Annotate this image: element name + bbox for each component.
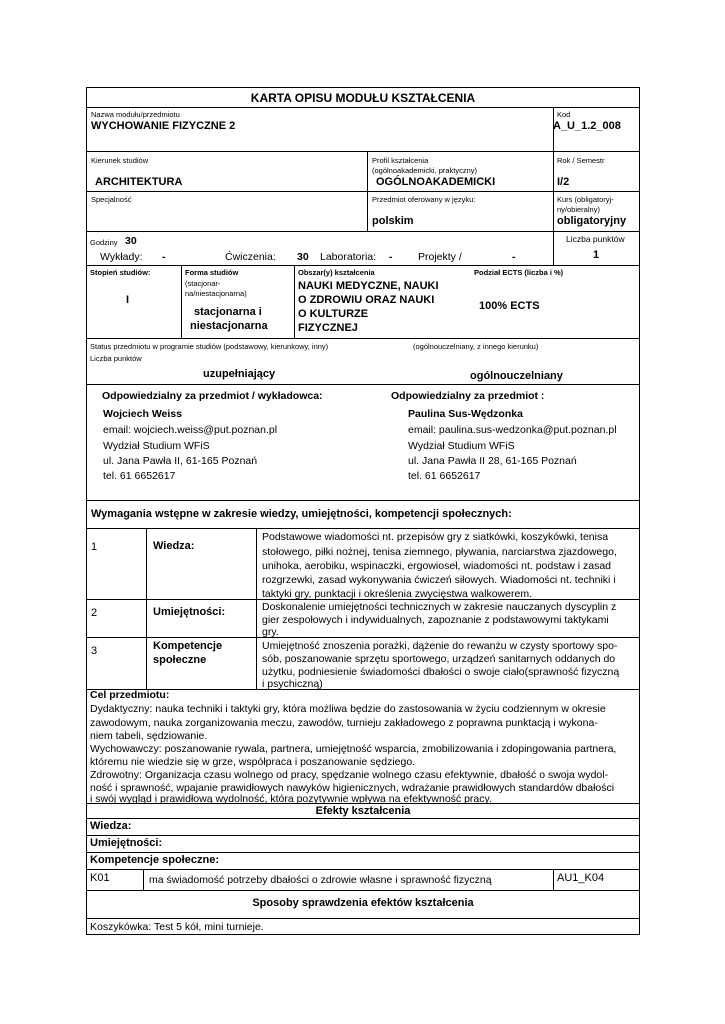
module-name-label: Nazwa modułu/przedmiotu	[91, 110, 180, 119]
requirement-text-line: sób, poszanowanie sprzętu sportowego, urządzeń sanitarnych oddanych do	[262, 653, 616, 665]
divider	[146, 528, 147, 689]
points-label: Liczba punktów	[566, 234, 625, 244]
requirement-label: Kompetencje	[153, 640, 223, 652]
lab-label: Laboratoria:	[320, 251, 377, 263]
divider	[86, 528, 640, 529]
status-value: uzupełniający	[203, 368, 276, 380]
requirement-text-line: taktyki gry, punktacji i określenia zwycięstwa walkowerem.	[262, 588, 532, 600]
goal-line: niem tabeli, sędziowanie.	[90, 730, 208, 742]
lecturer-name: Wojciech Weiss	[103, 408, 182, 420]
effects-skills: Umiejętności:	[90, 837, 163, 849]
divider	[553, 231, 554, 265]
divider	[86, 835, 640, 836]
card-title: KARTA OPISU MODUŁU KSZTAŁCENIA	[250, 91, 476, 105]
requirement-text-line: użytku, podniesienie świadomości dbałości o swoje ciało(sprawność fizyczną	[262, 666, 620, 678]
requirement-label: Umiejętności:	[153, 606, 226, 618]
lab-value: -	[389, 251, 393, 263]
status-value-right: ogólnouczelniany	[470, 370, 563, 382]
exercises-label: Ćwiczenia:	[225, 251, 276, 263]
verification-text: Koszykówka: Test 5 kół, mini turnieje.	[90, 921, 264, 933]
goal-line: zawodowym, nauka zorganizowania meczu, zawodów, turnieju zakładowego z poprawna punktacją i wykona-	[90, 717, 598, 729]
requirements-header: Wymagania wstępne w zakresie wiedzy, umiejętności, kompetencji społecznych:	[91, 508, 512, 520]
requirement-text-line: Podstawowe wiadomości nt. przepisów gry z siatkówki, koszykówki, tenisa	[262, 531, 609, 543]
lecturer-email[interactable]: email: wojciech.weiss@put.poznan.pl	[103, 424, 278, 436]
module-name: WYCHOWANIE FIZYCZNE 2	[91, 120, 236, 132]
coordinator-address: ul. Jana Pawła II 28, 61-165 Poznań	[408, 455, 577, 467]
requirement-text-line: gry.	[262, 626, 279, 638]
divider	[86, 265, 640, 266]
hours-label: Godziny	[90, 238, 118, 247]
goal-line: Wychowawczy: poszanowanie rywala, partnera, umiejętność wsparcia, zmobilizowania i zdopingowania partnera,	[90, 743, 617, 755]
level-value: I	[126, 294, 130, 306]
profile-note: (ogólnoakademicki, praktyczny)	[372, 166, 478, 175]
profile-label: Profil kształcenia	[372, 156, 429, 165]
requirement-text-line: gier zespołowych i indywidualnych, zapoznanie z podstawowymi taktykami	[262, 614, 609, 626]
divider	[86, 852, 640, 853]
course-value: obligatoryjny	[557, 215, 627, 227]
lecturer-department: Wydział Studium WFiS	[103, 440, 210, 452]
form-note-2: na/niestacjonarna)	[185, 289, 247, 298]
specialty-label: Specjalność	[91, 195, 132, 204]
divider	[86, 890, 640, 891]
divider	[86, 869, 640, 870]
lecturer-header: Odpowiedzialny za przedmiot / wykładowca:	[102, 390, 323, 402]
requirement-text-line: rozgrzewki, zasad wykonywania ćwiczeń siłowych. Wiadomości nt. techniki i	[262, 574, 616, 586]
status-label-right: (ogólnouczelniany, z innego kierunku)	[413, 342, 539, 351]
divider	[86, 500, 640, 501]
goal-line: Dydaktyczny: nauka techniki i taktyki gry, która możliwa będzie do zastosowania w życiu codziennym w okresie	[90, 703, 606, 715]
goal-line: któremu nie wiedzie się w grze, współpraca i poszanowanie sędziego.	[90, 756, 416, 768]
requirement-label: Wiedza:	[153, 540, 195, 552]
requirement-text-line: unihoka, aerobiku, wspinaczki, ergowioseł, wiadomości nt. podstaw i zasad	[262, 560, 612, 572]
year-label: Rok / Semestr	[557, 156, 605, 165]
projects-value: -	[512, 251, 516, 263]
profile-value: OGÓLNOAKADEMICKI	[376, 176, 496, 188]
divider	[553, 869, 554, 890]
area-line: NAUKI MEDYCZNE, NAUKI	[298, 280, 439, 292]
module-code-label: Kod	[557, 110, 571, 119]
course-label: Kurs (obligatoryj-	[557, 195, 614, 204]
lectures-label: Wykłady:	[100, 251, 143, 263]
field-label: Kierunek studiów	[91, 156, 149, 165]
divider	[86, 191, 640, 192]
divider	[86, 107, 640, 108]
module-code: A_U_1.2_008	[553, 120, 621, 132]
coordinator-email[interactable]: email: paulina.sus-wedzonka@put.poznan.pl	[408, 424, 617, 436]
effect-code: K01	[90, 872, 110, 884]
form-value: stacjonarna i	[194, 306, 262, 318]
divider	[294, 265, 295, 338]
coordinator-name: Paulina Sus-Wędzonka	[408, 408, 523, 420]
lectures-value: -	[162, 251, 166, 263]
status-points-label: Liczba punktów	[90, 354, 142, 363]
requirement-text-line: i psychiczną)	[262, 678, 323, 690]
effects-knowledge: Wiedza:	[90, 820, 132, 832]
requirement-text-line: Umiejętność znoszenia porażki, dążenie do rewanżu w czysty sportowy spo-	[262, 640, 618, 652]
divider	[86, 803, 640, 804]
area-line: FIZYCZNEJ	[298, 322, 358, 334]
goal-line: ność i sprawność, wpajanie prawidłowych nawyków higienicznych, wdrażanie prawidłowych standardów dbałości	[90, 782, 615, 794]
status-label: Status przedmiotu w programie studiów (podstawowy, kierunkowy, inny)	[90, 342, 329, 351]
coordinator-phone: tel. 61 6652617	[408, 470, 481, 482]
ects-label: Podział ECTS (liczba i %)	[474, 268, 564, 277]
lecturer-phone: tel. 61 6652617	[103, 470, 176, 482]
divider	[86, 384, 640, 385]
form-label: Forma studiów	[185, 268, 239, 277]
course-label-2: ny/obieralny)	[557, 205, 600, 214]
requirement-label: społeczne	[153, 654, 207, 666]
divider	[86, 151, 640, 152]
verification-header: Sposoby sprawdzenia efektów kształcenia	[252, 897, 474, 909]
hours-total: 30	[125, 235, 137, 247]
divider	[86, 338, 640, 339]
divider	[143, 869, 144, 890]
coordinator-header: Odpowiedzialny za przedmiot :	[391, 390, 545, 402]
year-value: I/2	[557, 176, 570, 188]
divider	[86, 599, 640, 600]
requirement-text-line: Doskonalenie umiejętności technicznych w zakresie nauczanych dyscyplin z	[262, 601, 617, 613]
divider	[86, 818, 640, 819]
language-label: Przedmiot oferowany w języku:	[372, 195, 476, 204]
field-value: ARCHITEKTURA	[95, 176, 183, 188]
area-label: Obszar(y) kształcenia	[298, 268, 375, 277]
requirement-number: 2	[91, 607, 98, 619]
form-note: (stacjonar-	[185, 279, 221, 288]
goal-line: i swój wygląd i prawidłową wydolność, która pozytywnie wpływa na efektywność pracy.	[90, 793, 492, 805]
lecturer-address: ul. Jana Pawła II, 61-165 Poznań	[103, 455, 258, 467]
divider	[86, 231, 640, 232]
requirement-number: 3	[91, 645, 98, 657]
effect-text: ma świadomość potrzeby dbałości o zdrowie własne i sprawność fizyczną	[149, 874, 492, 886]
requirement-number: 1	[91, 541, 98, 553]
effects-header: Efekty kształcenia	[315, 805, 411, 817]
goal-line: Zdrowotny: Organizacja czasu wolnego od pracy, spędzanie wolnego czasu efektywnie, dbałość o swoja wydol-	[90, 769, 609, 781]
form-value-2: niestacjonarna	[190, 320, 268, 332]
divider	[86, 918, 640, 919]
divider	[181, 265, 182, 338]
points-value: 1	[593, 249, 600, 261]
projects-label: Projekty /	[418, 251, 462, 263]
divider	[256, 528, 257, 689]
requirement-text-line: stołowego, piłki nożnej, tenisa ziemnego, pływania, narciarstwa zjazdowego,	[262, 546, 617, 558]
effects-competence: Kompetencje społeczne:	[90, 854, 219, 866]
goal-header: Cel przedmiotu:	[90, 689, 170, 701]
coordinator-department: Wydział Studium WFiS	[408, 440, 515, 452]
ects-value: 100% ECTS	[479, 300, 540, 312]
divider	[86, 637, 640, 638]
effect-reference: AU1_K04	[557, 872, 605, 884]
language-value: polskim	[372, 215, 414, 227]
area-line: O KULTURZE	[298, 308, 369, 320]
area-line: O ZDROWIU ORAZ NAUKI	[298, 294, 435, 306]
level-label: Stopień studiów:	[90, 268, 151, 277]
exercises-value: 30	[297, 251, 309, 263]
